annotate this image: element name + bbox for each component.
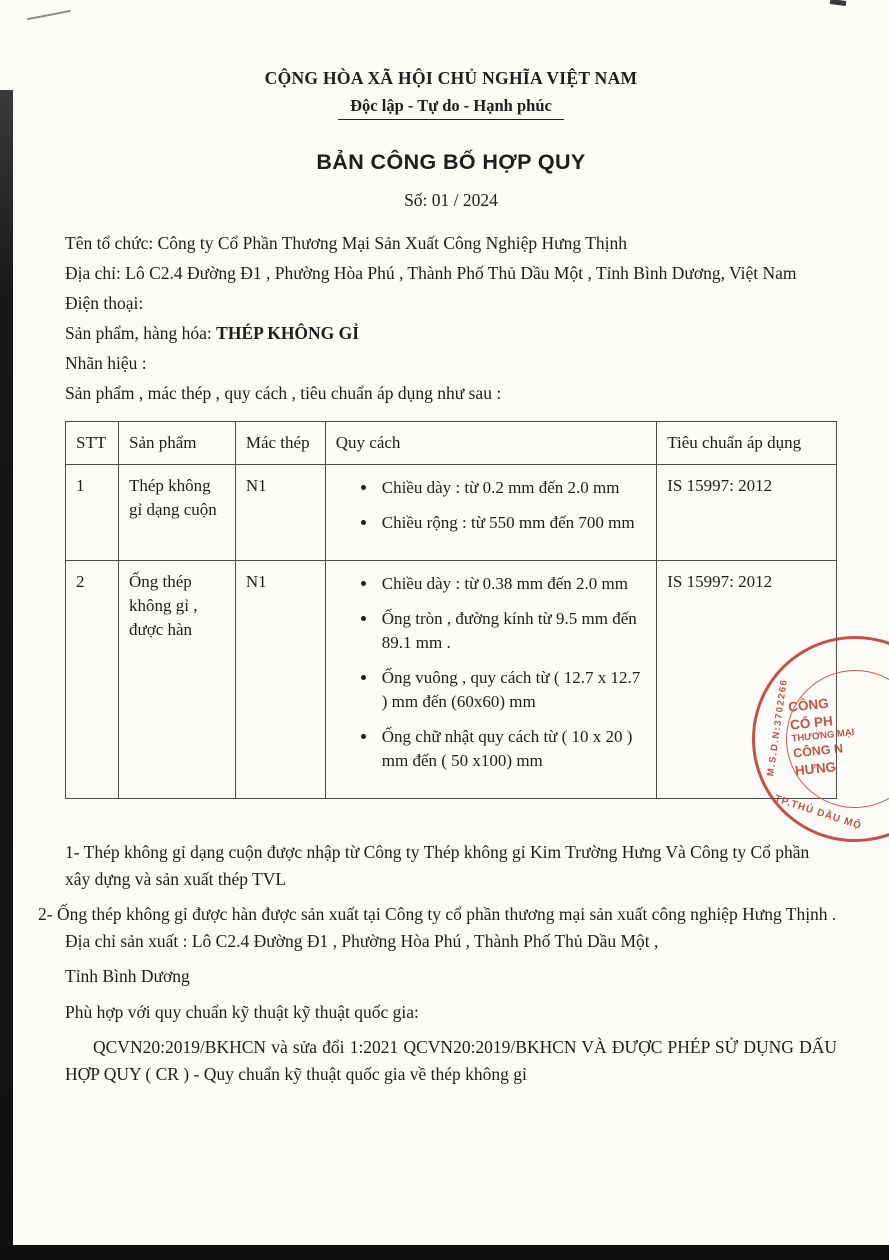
note-source-coil: 1- Thép không gỉ dạng cuộn được nhập từ Công ty Thép không gỉ Kim Trường Hưng Và Công ty Cổ phần xây dựng và sản xuất thép TVL [65,842,810,889]
cell-quy-cach [325,561,656,799]
brand-line: Nhãn hiệu : [65,353,147,373]
col-header-mac-thep: Mác thép [235,422,325,465]
col-header-quy-cach: Quy cách [325,422,656,465]
cell-quy-cach [325,465,656,561]
national-title: CỘNG HÒA XÃ HỘI CHỦ NGHĨA VIỆT NAM [264,68,638,88]
col-header-san-pham: Sản phẩm [118,422,235,465]
org-address-line: Địa chỉ: Lô C2.4 Đường Đ1 , Phường Hòa Phú , Thành Phố Thủ Dầu Một , Tỉnh Bình Dương, Việt Nam [65,263,797,283]
stamp-line: HƯNG [794,758,837,779]
document-number: Số: 01 / 2024 [404,190,498,210]
stamp-company-name [787,683,889,779]
note-source-pipe: 2- Ống thép không gỉ được hàn được sản xuất tại Công ty cổ phần thương mại sản xuất công nghiệp Hưng Thịnh . Địa chỉ sản xuất : Lô C2.4 Đường Đ1 , Phường Hòa Phú , Thành Phố Thủ Dầu Một , [38,904,837,951]
table-intro-line: Sản phẩm , mác thép , quy cách , tiêu chuẩn áp dụng như sau : [65,383,502,403]
organization-info [65,228,837,408]
table-row [66,561,837,799]
col-header-stt: STT [66,422,119,465]
product-value: THÉP KHÔNG GỈ [216,323,360,343]
cell-tieu-chuan: IS 15997: 2012 [657,561,837,799]
col-header-tieu-chuan: Tiêu chuẩn áp dụng [657,422,837,465]
spec-item: • Chiều rộng : từ 550 mm đến 700 mm [378,511,646,535]
cell-tieu-chuan: IS 15997: 2012 [657,465,837,561]
spec-item: • Chiều dày : từ 0.38 mm đến 2.0 mm [378,572,646,596]
scan-artifact-left-edge [0,90,13,1260]
document-title: BẢN CÔNG BỐ HỢP QUY [316,150,586,174]
spec-item: • Ống tròn , đường kính từ 9.5 mm đến 89.1 mm . [378,607,646,655]
stamp-line: CỔ PH [789,712,834,733]
table-header-row [66,422,837,465]
company-stamp [742,626,889,852]
cell-san-pham: Thép không gỉ dạng cuộn [118,465,235,561]
spec-list [336,476,646,535]
stamp-line: CÔNG N [792,741,844,761]
cell-mac-thep: N1 [235,465,325,561]
spec-item: • Ống vuông , quy cách từ ( 12.7 x 12.7 ) mm đến (60x60) mm [378,666,646,714]
notes-section [38,839,837,1087]
cell-san-pham: Ống thép không gỉ , được hàn [118,561,235,799]
cell-stt: 1 [66,465,119,561]
national-motto-wrap [65,96,837,120]
note-province: Tỉnh Bình Dương [65,966,190,986]
stamp-line: CÔNG [787,695,830,715]
org-name-line: Tên tổ chức: Công ty Cổ Phần Thương Mại Sản Xuất Công Nghiệp Hưng Thịnh [65,233,628,253]
spec-list [336,572,646,773]
spec-item: • Chiều dày : từ 0.2 mm đến 2.0 mm [378,476,646,500]
stamp-registration-number: M.S.D.N:3702266 [765,677,790,778]
org-phone-line: Điện thoại: [65,293,144,313]
cell-stt: 2 [66,561,119,799]
scan-artifact-bottom-edge [0,1245,889,1260]
stamp-line: THƯƠNG MẠI [791,727,855,745]
spec-item: • Ống chữ nhật quy cách từ ( 10 x 20 ) mm đến ( 50 x100) mm [378,725,646,773]
table-row [66,465,837,561]
cell-mac-thep: N1 [235,561,325,799]
product-label: Sản phẩm, hàng hóa: [65,323,217,343]
stamp-city-text: TP.THỦ DẦU MỘ [773,793,864,833]
product-spec-table [65,421,837,799]
note-conformity-intro: Phù hợp với quy chuẩn kỹ thuật kỹ thuật quốc gia: [65,1001,419,1022]
note-conformity-standard: QCVN20:2019/BKHCN và sửa đổi 1:2021 QCVN20:2019/BKHCN VÀ ĐƯỢC PHÉP SỬ DỤNG DẤU HỢP QUY ( CR ) - Quy chuẩn kỹ thuật quốc gia về thép không gỉ [65,1037,837,1084]
national-motto: Độc lập - Tự do - Hạnh phúc [338,96,564,120]
product-line [65,318,837,348]
